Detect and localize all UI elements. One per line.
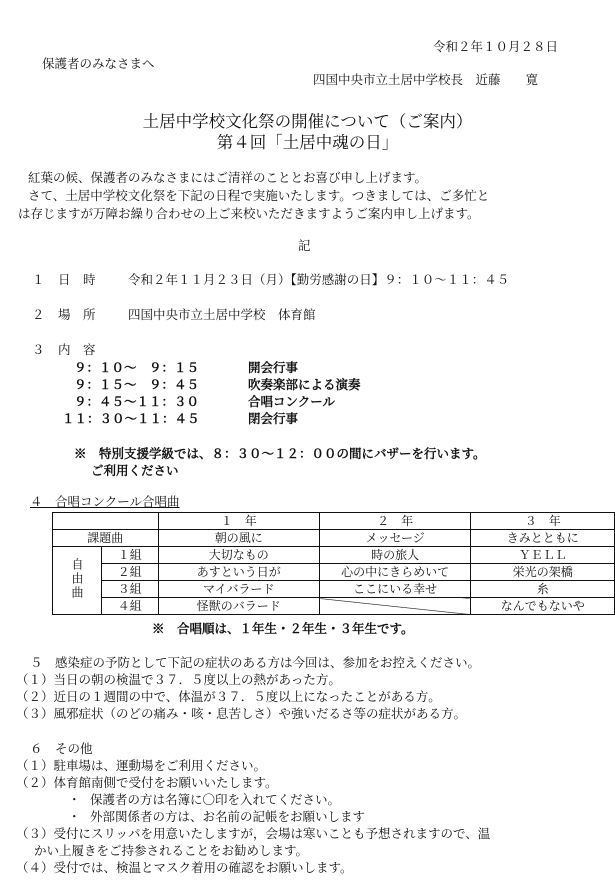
task-song-label: 課題曲	[53, 530, 159, 547]
schedule-event: 合唱コンクール	[248, 394, 336, 409]
chorus-order-note: ※ 合唱順は、１年生・２年生・３年生です。	[152, 621, 414, 636]
intro-body-1: さて、土居中学校文化祭を下記の日程で実施いたします。つきましては、ご多忙と	[28, 188, 490, 203]
other-item: （４）受付では、検温とマスク着用の確認をお願いします。	[16, 860, 353, 875]
table-cell: 栄光の架橋	[471, 564, 615, 581]
free-song-label	[53, 547, 102, 615]
table-cell: 心の中にきらめいて	[319, 564, 471, 581]
table-cell: なんでもないや	[471, 598, 615, 615]
col-header-grade2: ２ 年	[319, 513, 471, 530]
intro-body-2: は存じますが万障お繰り合わせの上ご来校いただきますようご案内申し上げます。	[18, 206, 480, 221]
schedule-time: ９：１０～ ９：１５	[74, 360, 200, 375]
other-item-cont: かい上履きをご持参されることをお勧めします。	[34, 843, 309, 858]
item3-number: ３	[32, 342, 45, 357]
other-subitem: 外部関係者の方は、お名前の記帳をお願いします	[90, 809, 366, 824]
col-header-grade1: １ 年	[158, 513, 319, 530]
empty-cell-diagonal	[319, 598, 471, 615]
schedule-time: ９：４５～１１：３０	[74, 394, 200, 409]
chorus-songs-table	[52, 512, 615, 615]
intro-greeting: 紅葉の候、保護者のみなさまにはご清祥のこととお喜び申し上げます。	[28, 170, 428, 185]
letter-date: 令和２年１０月２８日	[433, 39, 559, 54]
table-corner	[53, 513, 159, 530]
other-item: （２）体育館南側で受付をお願いいたします。	[16, 775, 278, 790]
table-cell: メッセージ	[319, 530, 471, 547]
table-cell: ＹＥＬＬ	[471, 547, 615, 564]
bullet-icon: ・	[68, 809, 81, 824]
ki-heading: 記	[298, 238, 311, 253]
bullet-icon: ・	[68, 792, 81, 807]
other-item: （３）受付にスリッパを用意いたしますが，会場は寒いことも予想されますので、温	[16, 826, 491, 841]
item2-venue: 四国中央市立土居中学校 体育館	[128, 307, 316, 322]
table-cell: きみとともに	[471, 530, 615, 547]
infection-heading: ５ 感染症の予防として下記の症状のある方は今回は、参加をお控えください。	[30, 655, 481, 670]
class-label: ２組	[102, 564, 159, 581]
other-item: （１）駐車場は、運動場をご利用ください。	[16, 758, 267, 773]
table-cell: 朝の風に	[158, 530, 319, 547]
free-song-label-text: 自由曲	[70, 557, 84, 600]
schedule-event: 閉会行事	[248, 411, 299, 426]
table-cell: 怪獣のバラード	[158, 598, 319, 615]
table-cell: マイバラード	[158, 581, 319, 598]
table-cell: あすという日が	[158, 564, 319, 581]
infection-item: （２）近日の１週間の中で、体温が３７．５度以上になったことがある方。	[16, 689, 441, 704]
schedule-event: 吹奏楽部による演奏	[248, 377, 361, 392]
bazaar-note: ※ 特別支援学級では、８：３０～１２：００の間にバザーを行います。	[74, 446, 486, 461]
class-label: １組	[102, 547, 159, 564]
schedule-time: ９：１５～ ９：４５	[74, 377, 200, 392]
bazaar-note-2: ご利用ください	[91, 463, 179, 478]
sender: 四国中央市立土居中学校長 近藤 寛	[313, 72, 539, 87]
item3-label: 内 容	[58, 342, 96, 357]
item2-number: ２	[32, 307, 45, 322]
infection-item: （１）当日の朝の検温で３７．５度以上の熱があった方。	[16, 672, 341, 687]
class-label: ４組	[102, 598, 159, 615]
other-heading: ６ その他	[30, 741, 93, 756]
item1-number: １	[32, 272, 45, 287]
table-cell: 糸	[471, 581, 615, 598]
item1-datetime: 令和２年１１月２３日（月）【勤労感謝の日】９：１０～１１：４５	[128, 272, 510, 287]
table-cell: 大切なもの	[158, 547, 319, 564]
schedule-event: 開会行事	[248, 360, 299, 375]
table-cell: ここにいる幸せ	[319, 581, 471, 598]
item1-label: 日 時	[58, 272, 96, 287]
table-cell: 時の旅人	[319, 547, 471, 564]
infection-item: （３）風邪症状（のどの痛み・咳・息苦しさ）や強いだるさ等の症状がある方。	[16, 706, 467, 721]
item2-label: 場 所	[58, 307, 96, 322]
document-subtitle: 第４回「土居中魂の日」	[216, 133, 399, 152]
document-title: 土居中学校文化祭の開催について（ご案内）	[142, 112, 473, 131]
recipient: 保護者のみなさまへ	[42, 56, 155, 71]
schedule-time: １１：３０～１１：４５	[62, 411, 200, 426]
col-header-grade3: ３ 年	[471, 513, 615, 530]
class-label: ３組	[102, 581, 159, 598]
other-subitem: 保護者の方は名簿に〇印を入れてください。	[90, 792, 341, 807]
chorus-heading: ４ 合唱コンクール合唱曲	[30, 494, 180, 509]
